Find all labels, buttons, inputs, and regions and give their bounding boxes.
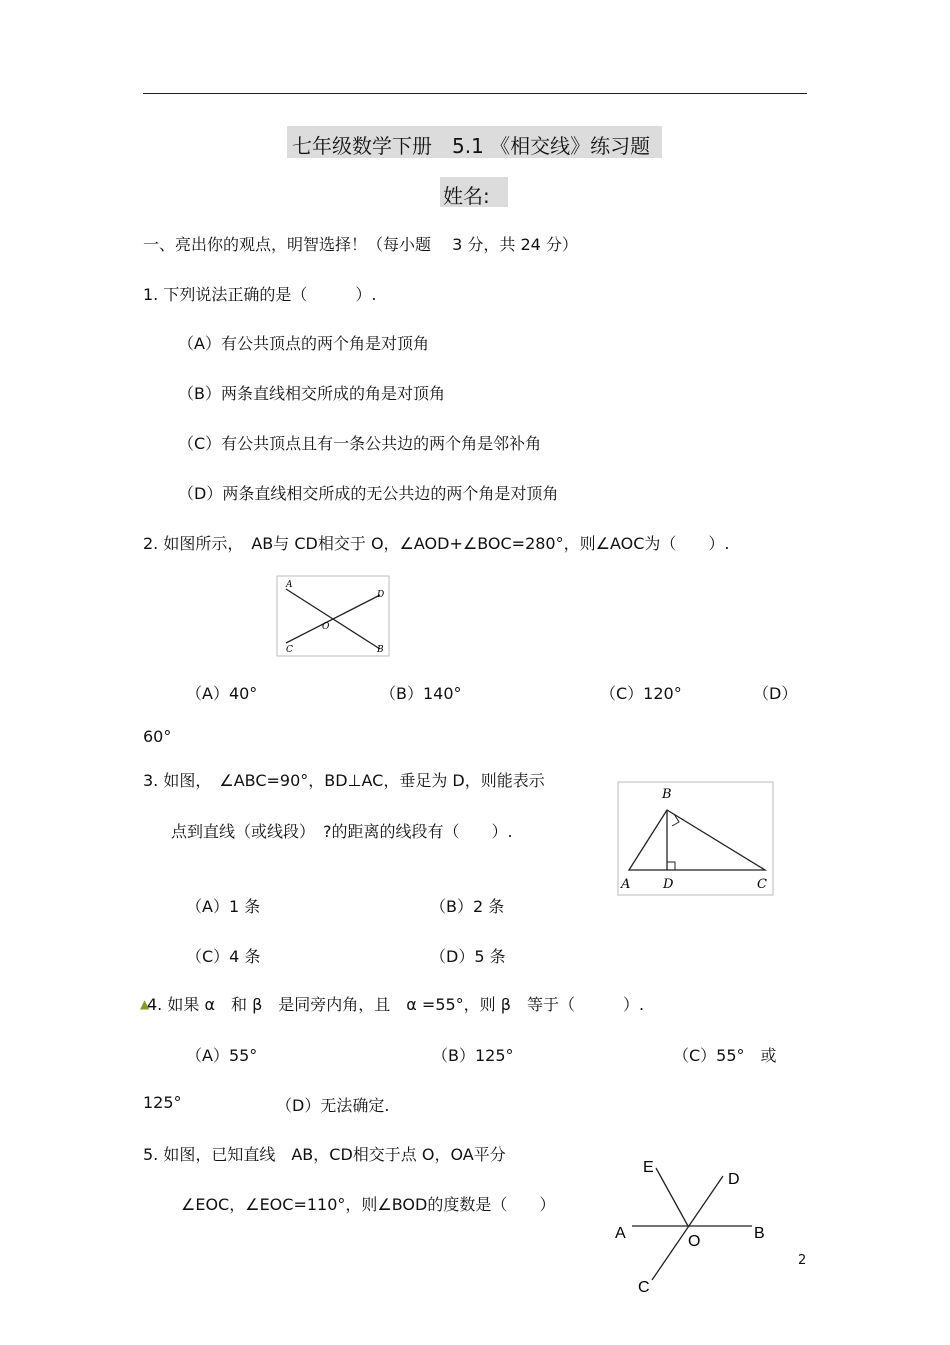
page-title: 七年级数学下册 5.1 《相交线》练习题 bbox=[292, 134, 651, 158]
q1-option-b: （B）两条直线相交所成的角是对顶角 bbox=[178, 384, 445, 403]
q3-label-c: C bbox=[757, 877, 767, 892]
q4-option-c-cont: 125° bbox=[143, 1093, 182, 1112]
header-rule bbox=[143, 93, 807, 94]
section-heading: 一、亮出你的观点，明智选择！（每小题 3 分，共 24 分） bbox=[143, 235, 578, 254]
q3-label-b: B bbox=[662, 787, 672, 802]
q2-figure bbox=[276, 575, 390, 657]
q2-option-d: （D） bbox=[753, 684, 798, 703]
q3-figure bbox=[617, 781, 774, 896]
q1-option-a: （A）有公共顶点的两个角是对顶角 bbox=[178, 334, 429, 353]
q3-stem-line1: 3. 如图， ∠ABC=90°，BD⊥AC，垂足为 D，则能表示 bbox=[143, 771, 545, 790]
q3-right-angle-d bbox=[667, 862, 675, 870]
q2-stem: 2. 如图所示， AB与 CD相交于 O，∠AOD+∠BOC=280°，则∠AOC为（ ）. bbox=[143, 534, 730, 553]
q3-option-c: （C）4 条 bbox=[186, 947, 261, 966]
q5-label-o: O bbox=[688, 1233, 701, 1250]
q4-option-a: （A）55° bbox=[186, 1046, 258, 1065]
q3-option-b: （B）2 条 bbox=[430, 897, 505, 916]
q5-ray-oe bbox=[656, 1168, 688, 1226]
q3-label-d: D bbox=[663, 877, 674, 892]
q2-option-d-cont: 60° bbox=[143, 727, 172, 746]
q2-label-o: O bbox=[322, 622, 330, 632]
q5-stem-line1: 5. 如图，已知直线 AB，CD相交于点 O，OA平分 bbox=[143, 1145, 506, 1164]
q1-stem: 1. 下列说法正确的是（ ）. bbox=[143, 285, 377, 304]
q3-right-angle-b bbox=[672, 814, 679, 826]
q2-option-b: （B）140° bbox=[380, 684, 462, 703]
q1-option-d: （D）两条直线相交所成的无公共边的两个角是对顶角 bbox=[178, 484, 559, 503]
q2-option-a: （A）40° bbox=[186, 684, 258, 703]
q5-label-c: C bbox=[638, 1279, 650, 1296]
q2-option-c: （C）120° bbox=[600, 684, 682, 703]
q3-option-a: （A）1 条 bbox=[186, 897, 261, 916]
q4-stem: 4. 如果 α 和 β 是同旁内角，且 α =55°，则 β 等于（ ）. bbox=[147, 995, 645, 1014]
q3-figure-frame bbox=[618, 782, 773, 895]
q5-stem-line2: ∠EOC，∠EOC=110°，则∠BOD的度数是（ ） bbox=[181, 1195, 556, 1214]
q5-line-cd bbox=[652, 1176, 723, 1280]
q4-option-b: （B）125° bbox=[432, 1046, 514, 1065]
q4-option-d: （D）无法确定. bbox=[276, 1096, 390, 1115]
q4-marker: ▲ bbox=[140, 997, 150, 1011]
q3-label-a: A bbox=[621, 877, 631, 892]
q2-label-b: B bbox=[377, 645, 384, 655]
name-field-label: 姓名: bbox=[443, 184, 490, 208]
q2-label-a: A bbox=[286, 580, 293, 590]
q5-label-d: D bbox=[728, 1171, 740, 1188]
q2-label-d: D bbox=[377, 590, 385, 600]
page-number: 2 bbox=[798, 1253, 807, 1268]
q2-line-cd bbox=[286, 595, 380, 643]
q1-option-c: （C）有公共顶点且有一条公共边的两个角是邻补角 bbox=[178, 434, 542, 453]
q3-triangle-abc bbox=[629, 810, 765, 870]
q3-option-d: （D）5 条 bbox=[430, 947, 506, 966]
q3-stem-line2: 点到直线（或线段） ?的距离的线段有（ ）. bbox=[171, 822, 513, 841]
q5-label-e: E bbox=[643, 1159, 654, 1176]
q2-label-c: C bbox=[286, 645, 293, 655]
q5-figure bbox=[608, 1152, 780, 1302]
q5-label-b: B bbox=[754, 1225, 765, 1242]
q4-option-c: （C）55° 或 bbox=[673, 1046, 777, 1065]
q5-label-a: A bbox=[615, 1225, 626, 1242]
